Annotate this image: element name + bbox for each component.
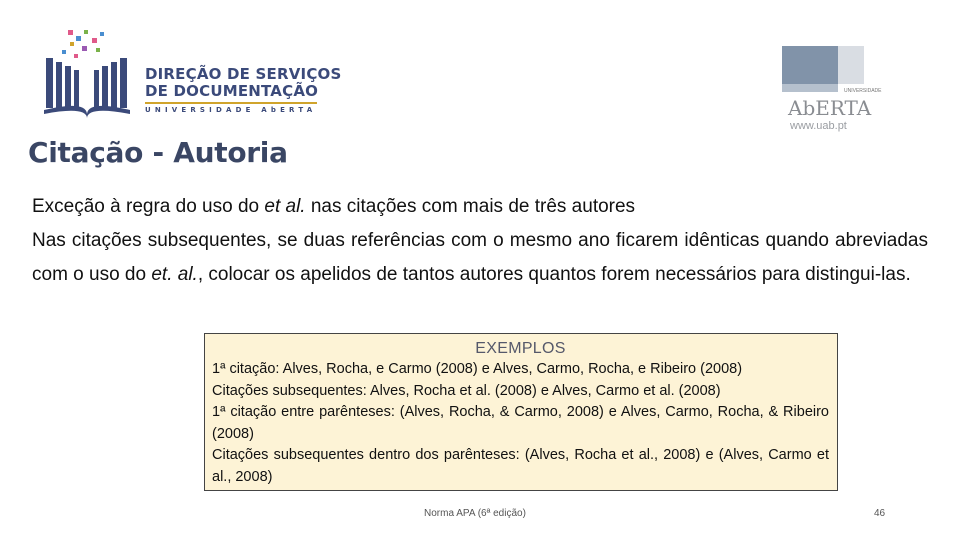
uab-logo-url: www.uab.pt	[790, 120, 847, 132]
uab-logo-name: AbERTA	[788, 96, 872, 120]
dsd-logo-text	[145, 66, 342, 114]
uab-logo-block-dark	[782, 46, 838, 84]
books-logo-icon	[40, 26, 140, 118]
slide-subtitle	[32, 196, 635, 218]
examples-title: EXEMPLOS	[475, 340, 566, 357]
examples-box	[204, 333, 838, 491]
slide-paragraph	[32, 224, 928, 292]
example-line: 1ª citação entre parênteses: (Alves, Rocha, & Carmo, 2008) e Alves, Carmo, Rocha, & Ribeiro (2008)	[212, 404, 829, 442]
dsd-logo	[40, 26, 342, 118]
subtitle-emphasis: et al.	[264, 196, 306, 217]
paragraph-text-start: Nas citações subsequentes, se duas referências com o mesmo ano ficarem idênticas quando abreviadas com o uso do	[32, 230, 928, 285]
page-number: 46	[874, 508, 886, 519]
paragraph-text-end: , colocar os apelidos de tantos autores quantos forem necessários para distingui-las.	[197, 264, 911, 285]
uab-logo	[778, 46, 882, 138]
subtitle-text-end: nas citações com mais de três autores	[305, 196, 636, 217]
example-line: Citações subsequentes: Alves, Rocha et al. (2008) e Alves, Carmo et al. (2008)	[212, 382, 721, 399]
paragraph-emphasis: et. al.	[151, 264, 198, 285]
logo-line-2: DE DOCUMENTAÇÃO	[145, 82, 319, 100]
logo-divider	[145, 102, 317, 104]
logo-line-3: UNIVERSIDADE AbERTA	[145, 106, 317, 114]
slide-title: Citação - Autoria	[28, 136, 288, 169]
uab-logo-block-strip	[782, 84, 838, 92]
footer-text: Norma APA (6ª edição)	[424, 508, 526, 519]
example-line: Citações subsequentes dentro dos parênteses: (Alves, Rocha et al., 2008) e (Alves, Carmo et al., 2008)	[212, 447, 829, 485]
example-line: 1ª citação: Alves, Rocha, e Carmo (2008) e Alves, Carmo, Rocha, e Ribeiro (2008)	[212, 361, 743, 377]
uab-logo-small-text: UNIVERSIDADE	[844, 88, 882, 94]
subtitle-text-start: Exceção à regra do uso do	[32, 196, 265, 217]
logo-line-1: DIREÇÃO DE SERVIÇOS	[145, 65, 342, 83]
